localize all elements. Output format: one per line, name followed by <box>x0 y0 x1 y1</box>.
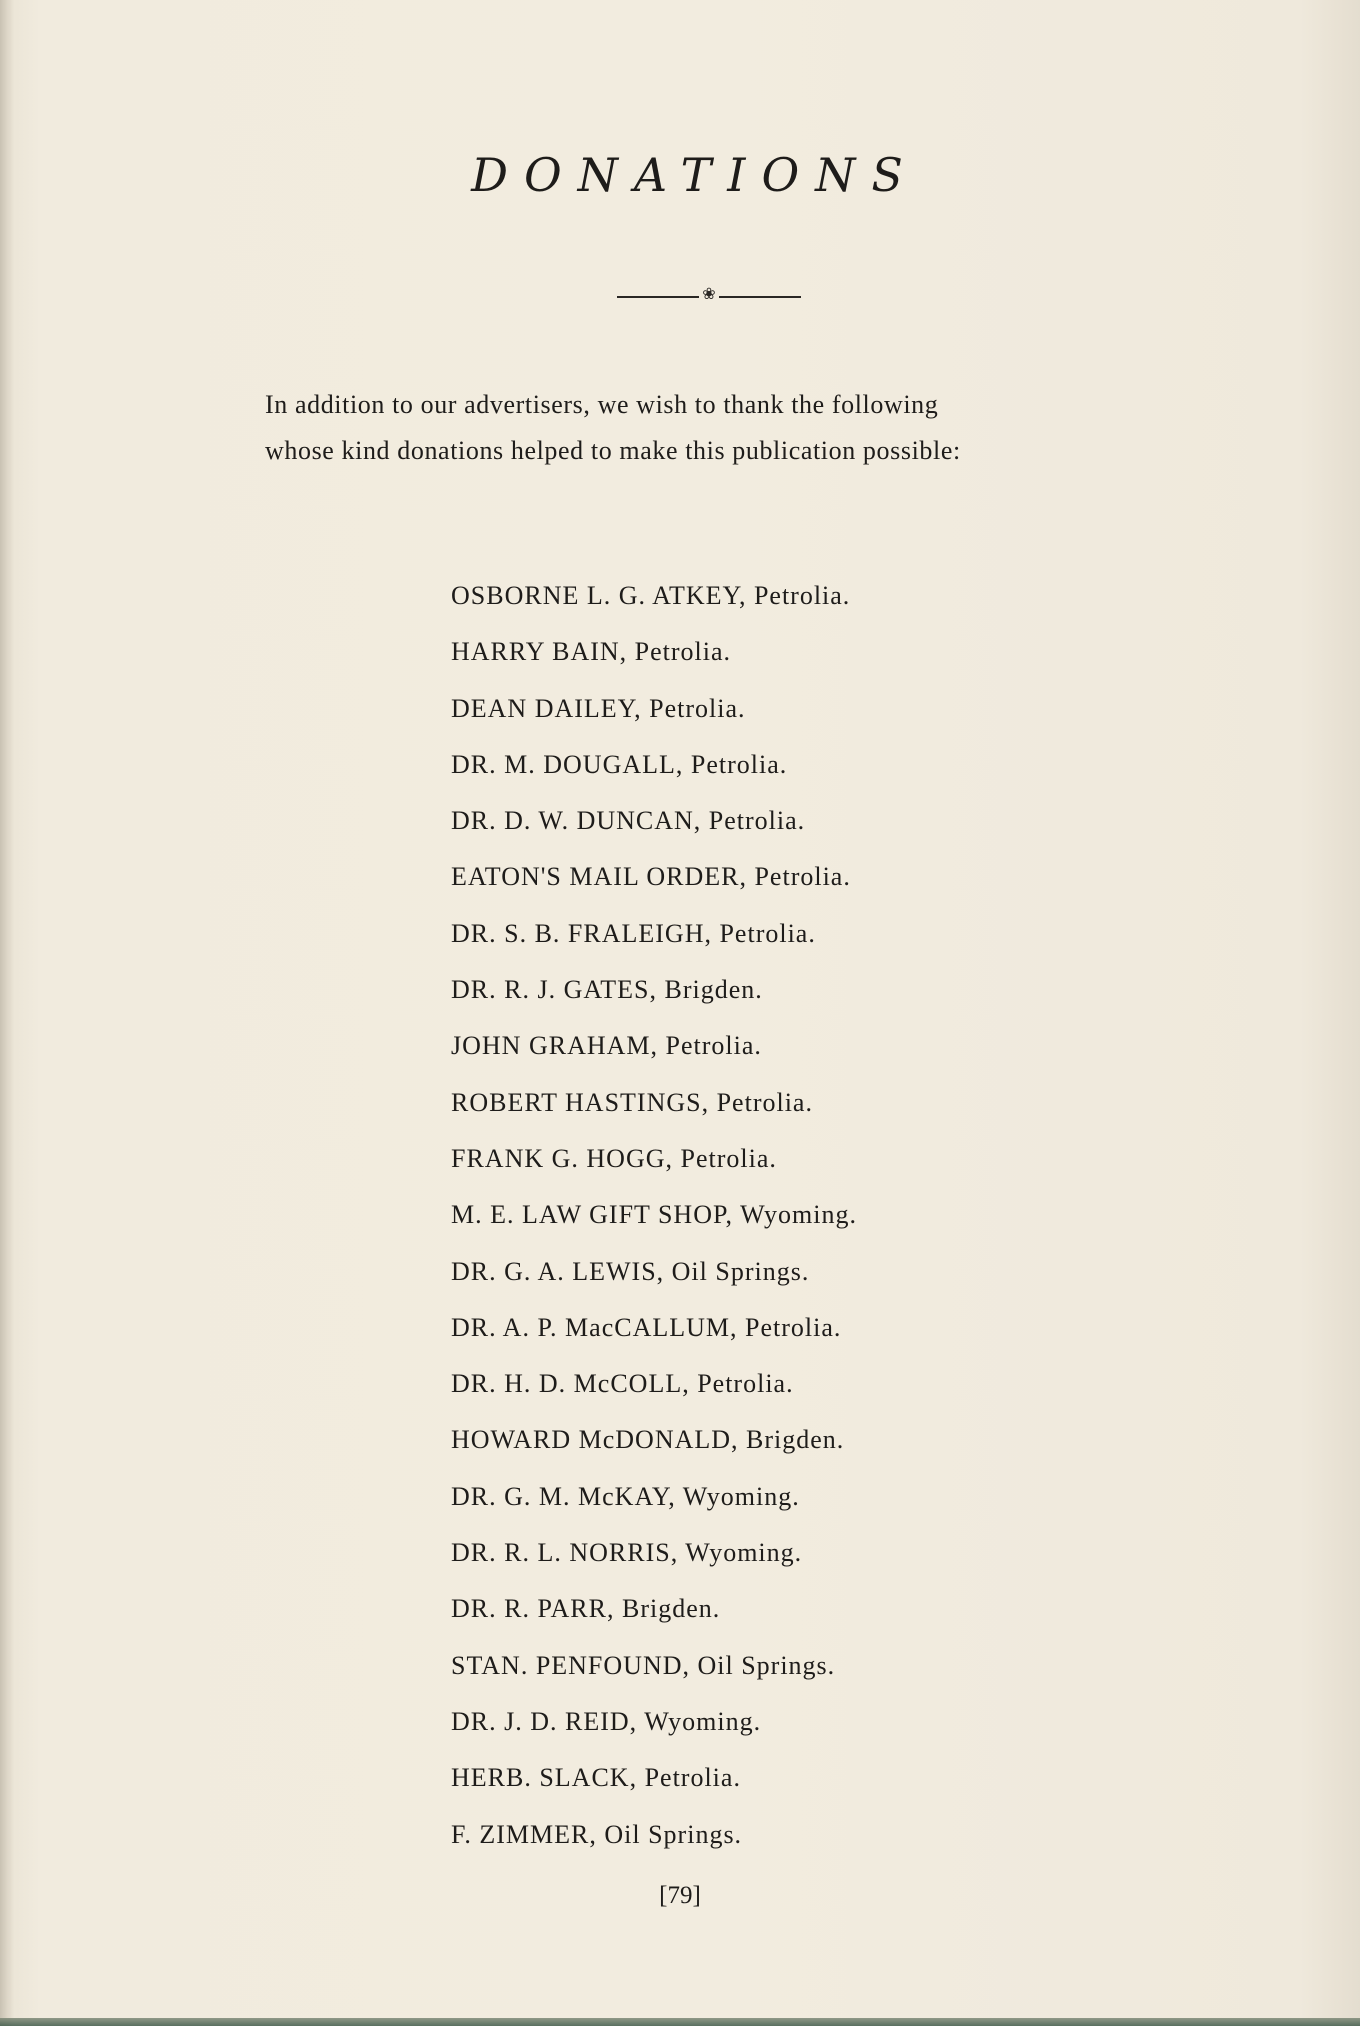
donor-entry: ROBERT HASTINGS, Petrolia. <box>451 1087 813 1117</box>
donor-entry: DR. J. D. REID, Wyoming. <box>451 1706 762 1736</box>
donor-entry: HOWARD McDONALD, Brigden. <box>451 1425 845 1455</box>
donor-entry: DEAN DAILEY, Petrolia. <box>451 693 746 723</box>
donor-entry: DR. R. PARR, Brigden. <box>451 1594 721 1624</box>
donor-entry: EATON'S MAIL ORDER, Petrolia. <box>451 862 851 892</box>
donor-entry: M. E. LAW GIFT SHOP, Wyoming. <box>451 1200 857 1230</box>
intro-paragraph <box>265 382 1125 474</box>
donor-entry: F. ZIMMER, Oil Springs. <box>451 1819 743 1849</box>
donor-entry: FRANK G. HOGG, Petrolia. <box>451 1143 777 1173</box>
divider-line-right <box>719 296 801 298</box>
intro-line-2: whose kind donations helped to make this publication possible: <box>265 436 961 465</box>
donor-entry: JOHN GRAHAM, Petrolia. <box>451 1031 762 1061</box>
page-binding-shadow <box>0 0 14 2026</box>
donor-entry: DR. S. B. FRALEIGH, Petrolia. <box>451 918 816 948</box>
donor-entry: HERB. SLACK, Petrolia. <box>451 1763 741 1793</box>
donor-entry: STAN. PENFOUND, Oil Springs. <box>451 1650 836 1680</box>
donor-entry: DR. H. D. McCOLL, Petrolia. <box>451 1369 794 1399</box>
donor-entry: DR. R. J. GATES, Brigden. <box>451 975 763 1005</box>
donor-entry: DR. G. M. McKAY, Wyoming. <box>451 1481 800 1511</box>
donor-entry: DR. M. DOUGALL, Petrolia. <box>451 749 788 779</box>
donor-entry: HARRY BAIN, Petrolia. <box>451 637 732 667</box>
page-title: DONATIONS <box>471 148 919 202</box>
floral-ornament-icon: ❀ <box>702 284 716 303</box>
donor-list <box>451 576 857 1871</box>
page-bottom-edge <box>0 2018 1360 2026</box>
page-number: [79] <box>659 1882 701 1909</box>
intro-line-1: In addition to our advertisers, we wish to thank the following <box>265 390 939 419</box>
title-divider <box>617 286 801 306</box>
donor-entry: DR. G. A. LEWIS, Oil Springs. <box>451 1256 810 1286</box>
donor-entry: OSBORNE L. G. ATKEY, Petrolia. <box>451 581 851 610</box>
divider-line-left <box>617 296 699 298</box>
donor-entry: DR. A. P. MacCALLUM, Petrolia. <box>451 1312 842 1342</box>
donor-entry: DR. R. L. NORRIS, Wyoming. <box>451 1538 803 1568</box>
donor-entry: DR. D. W. DUNCAN, Petrolia. <box>451 806 806 836</box>
